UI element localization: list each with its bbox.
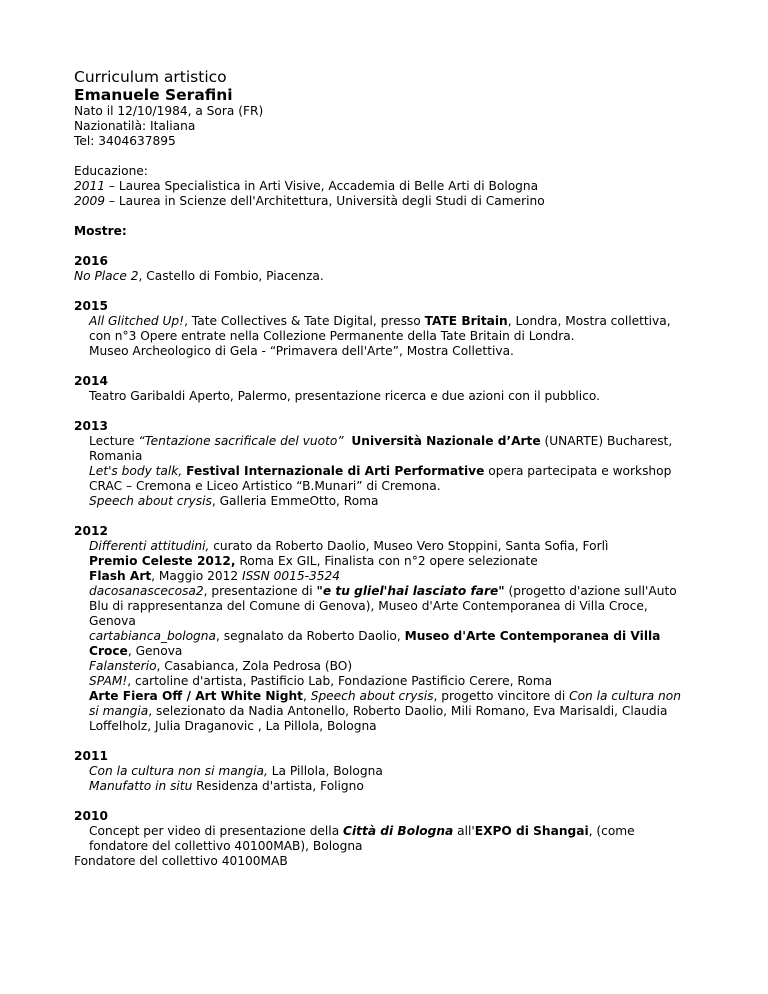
exhibition-details: (UNARTE) Bucharest, Romania: [89, 434, 673, 463]
exhibition-details: , Maggio 2012: [151, 569, 242, 583]
year-heading: 2011: [74, 749, 108, 763]
work-title: Città di Bologna: [343, 824, 454, 838]
exhibition-entry: [74, 824, 694, 854]
exhibition-details: , Castello di Fombio, Piacenza.: [138, 269, 324, 283]
education-text: – Laurea Specialistica in Arti Visive, Accademia di Belle Arti di Bologna: [105, 179, 539, 193]
exhibition-details: all': [453, 824, 475, 838]
education-item: [74, 179, 694, 194]
exhibition-details: , Londra, Mostra collettiva, con n°3 Opere entrate nella Collezione Permanente della Tate Britain di Londra.: [89, 314, 671, 343]
exhibition-details: , cartoline d'artista, Pastificio Lab, Fondazione Pastificio Cerere, Roma: [127, 674, 553, 688]
exhibition-title: cartabianca_bologna: [89, 629, 216, 643]
exhibition-entry: [74, 674, 694, 689]
exhibition-entry: [74, 779, 694, 794]
exhibition-title: Speech about crysis: [89, 494, 212, 508]
exhibition-entry: [74, 269, 694, 284]
exhibition-details: ,: [302, 689, 311, 703]
venue-name: Museo d'Arte Contemporanea di Villa Croce: [89, 629, 661, 658]
document-title: Curriculum artistico: [74, 68, 227, 86]
exhibition-entry: Museo Archeologico di Gela - “Primavera dell'Arte”, Mostra Collettiva.: [89, 344, 514, 358]
exhibition-details: , Tate Collectives & Tate Digital, presso: [184, 314, 425, 328]
exhibition-title: Arte Fiera Off / Art White Night: [89, 689, 303, 703]
phone-info: Tel: 3404637895: [74, 134, 176, 148]
exhibition-title: Premio Celeste 2012,: [89, 554, 236, 568]
exhibition-title: No Place 2: [74, 269, 139, 283]
exhibition-details: Lecture: [89, 434, 139, 448]
exhibitions-heading: Mostre:: [74, 224, 127, 238]
exhibition-entry: [74, 434, 694, 464]
exhibition-title: Flash Art: [89, 569, 152, 583]
exhibition-entry: [74, 314, 694, 344]
exhibition-details: La Pillola, Bologna: [267, 764, 383, 778]
year-heading: 2015: [74, 299, 108, 313]
exhibition-title: Differenti attitudini,: [89, 539, 210, 553]
exhibition-entry: [74, 584, 694, 629]
exhibition-title: dacosanascecosa2: [89, 584, 204, 598]
exhibition-details: , Genova: [127, 644, 183, 658]
exhibition-entry: Teatro Garibaldi Aperto, Palermo, presentazione ricerca e due azioni con il pubblico.: [89, 389, 601, 403]
project-title: Con la cultura non si mangia: [89, 689, 681, 718]
education-year: 2009: [74, 194, 106, 208]
exhibition-entry: [74, 629, 694, 659]
work-title: "e tu gliel'hai lasciato fare": [316, 584, 505, 598]
exhibition-title: SPAM!: [89, 674, 128, 688]
exhibition-entry: [74, 464, 694, 494]
exhibition-entry: [74, 764, 694, 779]
year-heading: 2010: [74, 809, 108, 823]
year-heading: 2012: [74, 524, 108, 538]
exhibition-title: All Glitched Up!: [89, 314, 185, 328]
exhibition-title: Con la cultura non si mangia,: [89, 764, 268, 778]
education-year: 2011: [74, 179, 106, 193]
artist-name: Emanuele Serafini: [74, 86, 233, 104]
exhibition-details: , selezionato da Nadia Antonello, Roberto Daolio, Mili Romano, Eva Marisaldi, Claudia Loffelholz, Julia Draganovic , La Pillola, Bologna: [89, 704, 668, 733]
year-heading: 2016: [74, 254, 108, 268]
exhibition-details: Concept per video di presentazione della: [89, 824, 344, 838]
exhibition-entry: [74, 539, 694, 554]
exhibition-details: , Casabianca, Zola Pedrosa (BO): [156, 659, 353, 673]
education-heading: Educazione:: [74, 164, 148, 178]
exhibition-title: Let's body talk,: [89, 464, 183, 478]
nationality-info: Nazionatilà: Italiana: [74, 119, 196, 133]
exhibition-title: Falansterio: [89, 659, 157, 673]
exhibition-details: , (come fondatore del collettivo 40100MAB), Bologna: [89, 824, 635, 853]
exhibition-details: (progetto d'azione sull'Auto Blu di rappresentanza del Comune di Genova), Museo d'Arte Contemporanea di Villa Croce, Genova: [89, 584, 677, 628]
exhibition-entry: [74, 554, 694, 569]
education-item: [74, 194, 694, 209]
year-heading: 2014: [74, 374, 108, 388]
year-heading: 2013: [74, 419, 108, 433]
venue-name: Università Nazionale d’Arte: [351, 434, 541, 448]
exhibition-details: , presentazione di: [203, 584, 317, 598]
exhibition-details: Roma Ex GIL, Finalista con n°2 opere selezionate: [235, 554, 538, 568]
exhibition-details: curato da Roberto Daolio, Museo Vero Stoppini, Santa Sofia, Forlì: [209, 539, 609, 553]
exhibition-details: Residenza d'artista, Foligno: [192, 779, 364, 793]
exhibition-title: “Tentazione sacrificale del vuoto”: [138, 434, 344, 448]
issn-code: ISSN 0015-3524: [241, 569, 341, 583]
education-text: – Laurea in Scienze dell'Architettura, Università degli Studi di Camerino: [105, 194, 545, 208]
venue-name: EXPO di Shangai: [474, 824, 589, 838]
venue-name: Festival Internazionale di Arti Performative: [186, 464, 485, 478]
exhibition-details: , segnalato da Roberto Daolio,: [215, 629, 405, 643]
cv-document: [74, 68, 694, 869]
exhibition-entry: [74, 494, 694, 509]
exhibition-title: Manufatto in situ: [89, 779, 193, 793]
exhibition-entry: [74, 569, 694, 584]
exhibition-entry: [74, 689, 694, 734]
birth-info: Nato il 12/10/1984, a Sora (FR): [74, 104, 264, 118]
venue-name: TATE Britain: [424, 314, 508, 328]
work-title: Speech about crysis: [310, 689, 434, 703]
exhibition-entry: Fondatore del collettivo 40100MAB: [74, 854, 288, 868]
exhibition-entry: [74, 659, 694, 674]
exhibition-details: , Galleria EmmeOtto, Roma: [211, 494, 379, 508]
exhibition-details: , progetto vincitore di: [433, 689, 570, 703]
exhibition-details: opera partecipata e workshop CRAC – Cremona e Liceo Artistico “B.Munari” di Cremona.: [89, 464, 672, 493]
